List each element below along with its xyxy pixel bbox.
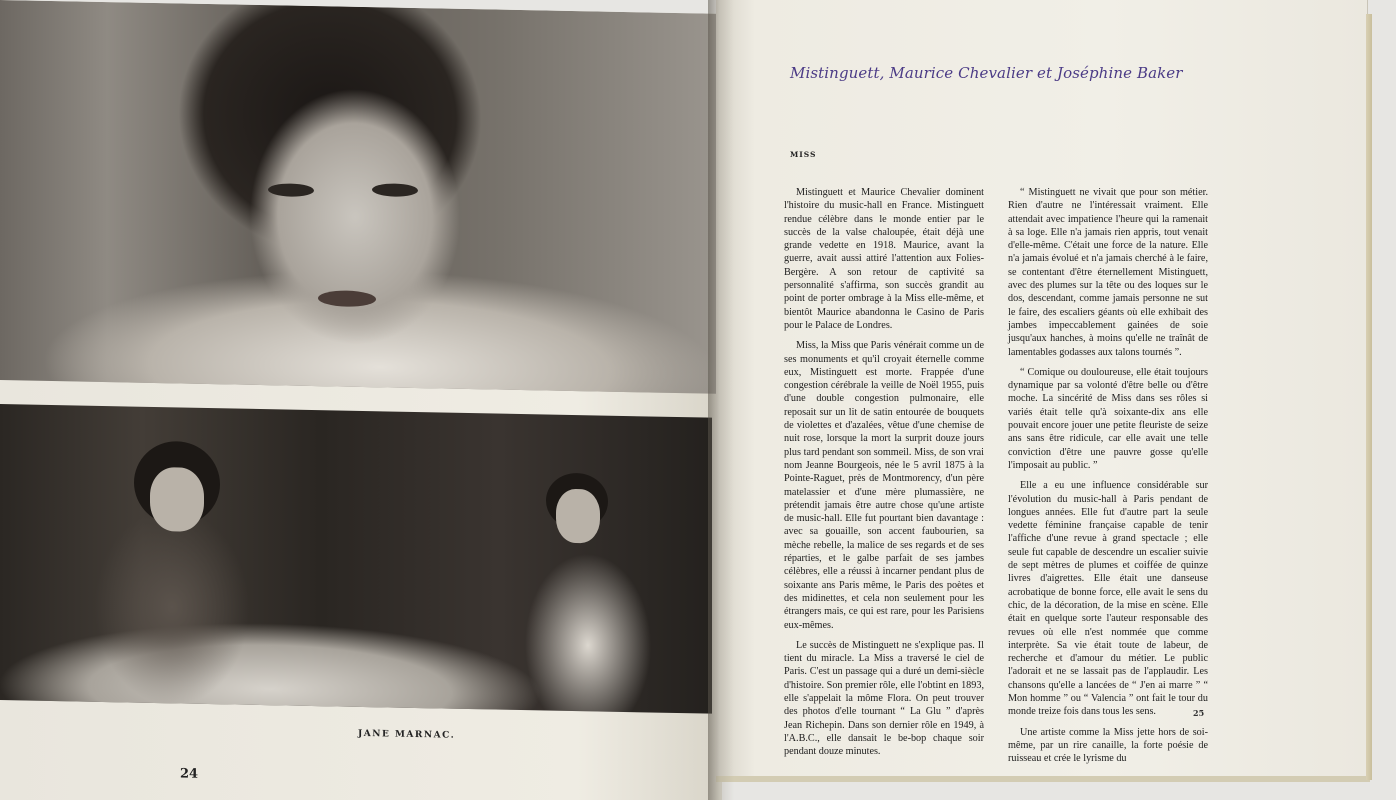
page-number-left: 24 bbox=[180, 766, 199, 782]
paragraph: Une artiste comme la Miss jette hors de soi-même, par un rire canaille, la forte poésie de ruisseau et crée le lyrisme du bbox=[1008, 726, 1208, 765]
page-bottom-edge bbox=[716, 776, 1370, 782]
page-number-right: 25 bbox=[1193, 708, 1205, 718]
paragraph: Mistinguett et Maurice Chevalier dominent l'histoire du music-hall en France. Mistinguett rendue célèbre dans le monde entier par le succès de la valse chaloupée, était déjà une grande vedette en 1918. Maurice, avant la guerre, avait aussi attiré l'attention aux Folies-Bergère. A son retour de captivité sa personnalité s'affirma, son succès grandit au point de porter ombrage à la Miss elle-même, et bientôt Maurice abandonna le Casino de Paris pour le Palace de Londres. bbox=[784, 187, 984, 331]
paragraph: “ Mistinguett ne vivait que pour son métier. Rien d'autre ne l'intéressait vraiment. Elle attendait avec impatience l'heure qui la ramenait à sa loge. Elle n'a jamais rien appris, tout venait d'elle-même. C'était une force de la nature. Elle n'a jamais évolué et n'a jamais cherché à le faire, se contentant d'être éternellement Mistinguett, avec des plumes sur la tête ou des loques sur le dos, descendant, comme jamais personne ne sut le faire, des escaliers géants où elle exhibait des jambes impeccablement gainées de soie jusqu'aux hanches, à moins qu'elle ne traînât de lamentables godasses aux talons tournés ”. bbox=[1008, 187, 1208, 358]
paragraph: “ Comique ou douloureuse, elle était toujours dynamique par sa volonté d'être belle ou d'être moche. La sincérité de Miss dans ses rôles si variés était telle qu'à soixante-dix ans elle pouvait encore jouer une petite fleuriste de seize ans sans être ridicule, car elle avait une telle conviction d'être une pauvre gosse qu'elle l'imposait au public. ” bbox=[1008, 366, 1208, 471]
bedroom-photo bbox=[0, 404, 712, 714]
seated-woman-face bbox=[556, 489, 600, 544]
paragraph: Miss, la Miss que Paris vénérait comme un de ses monuments et qu'il croyait éternelle comme eux, Mistinguett est morte. Frappée d'une congestion cérébrale la veille de Noël 1955, puis d'une double congestion pulmonaire, elle reposait sur un lit de satin entourée de bouquets de violettes et d'azalées, vêtue d'une chemise de nuit rose, lorsque la mort la surprit douze jours plus tard pendant son sommeil. Miss, de son vrai nom Jeanne Bourgeois, née le 5 avril 1875 à la Pointe-Raguet, près de Montmorency, d'un père matelassier et d'une mère plumassière, ne prétendit jamais être autre chose qu'une artiste de music-hall. Elle fut pourtant bien davantage : avec sa gouaille, son accent faubourien, sa mèche rebelle, la malice de ses regards et de ses réparties, et le galbe parfait de ses jambes célèbres, elle a réussi à incarner pendant plus de soixante ans Paris même, le Paris des poètes et des midinettes, et cela non seulement pour les étrangers mais, ce qui est rare, pour les Parisiens eux-mêmes. bbox=[784, 340, 984, 631]
portrait-photo bbox=[0, 0, 716, 394]
portrait-mouth bbox=[318, 290, 376, 307]
paragraph: Le succès de Mistinguett ne s'explique pas. Il tient du miracle. La Miss a traversé le ciel de Paris. C'est un passage qui a duré un demi-siècle d'histoire. Son premier rôle, elle l'obtint en 1893, elle s'appelait la môme Flora. On peut trouver des photos d'elle tournant “ La Glu ” d'après Jean Richepin. Dans son dernier rôle en 1949, à l'A.B.C., elle dansait le be-bop chaque soir pendant douze minutes. bbox=[784, 639, 984, 758]
text-column-2 bbox=[1008, 186, 1208, 772]
portrait-left-eye bbox=[268, 183, 314, 197]
woman-in-bed-face bbox=[150, 467, 204, 532]
book-gutter bbox=[708, 0, 734, 800]
section-label: MISS bbox=[790, 150, 817, 159]
portrait-right-eye bbox=[372, 183, 418, 197]
paragraph: Elle a eu une influence considérable sur l'évolution du music-hall à Paris pendant de longues années. Elle fut d'autre part la seule vedette féminine française capable de tenir l'affiche d'une revue à grand spectacle ; elle seule fut capable de descendre un escalier suivie de sept mètres de plumes et coiffée de quinze livres d'aigrettes. Elle était une danseuse acrobatique de bonne force, elle avait le sens du chic, de la décoration, de la mise en scène. Elle était en quelque sorte l'auteur responsable des revues où elle n'est nommée que comme interprète. Sa vie était toute de labeur, de recherche et d'amour du métier. Le public l'adorait et ne se lassait pas de l'applaudir. Les chansons qu'elle a lancées de “ J'en ai marre ” “ Mon homme ” ou “ Valencia ” ont fait le tour du monde treize fois dans tous les sens. bbox=[1008, 480, 1208, 718]
page-edge bbox=[1366, 14, 1372, 780]
photo-caption: JANE MARNAC. bbox=[358, 728, 456, 741]
text-column-1 bbox=[784, 186, 984, 765]
chapter-heading: Mistinguett, Maurice Chevalier et Joséphine Baker bbox=[790, 64, 1183, 82]
